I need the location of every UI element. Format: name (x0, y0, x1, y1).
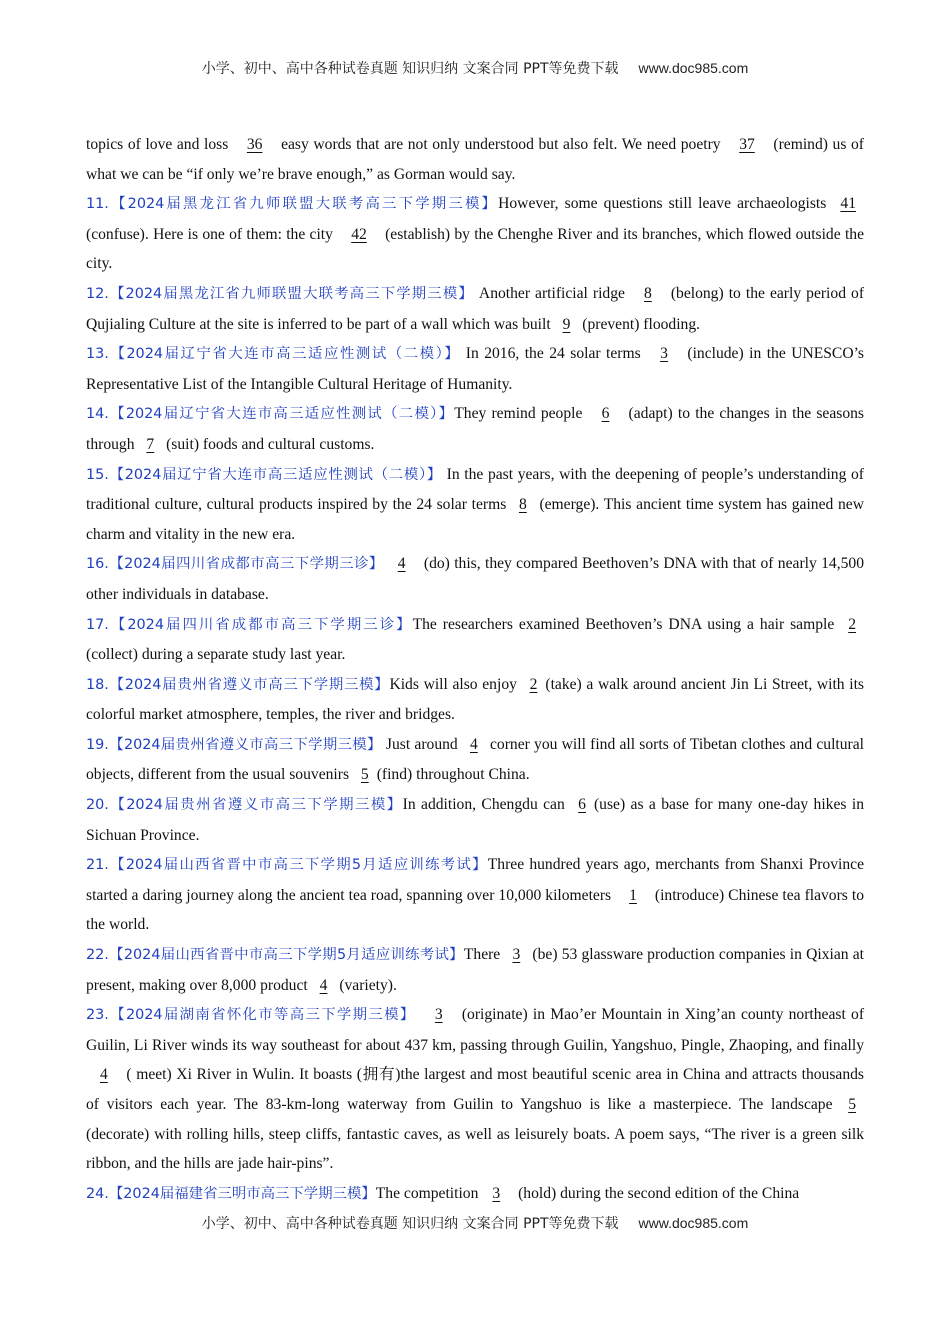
text-segment: (include) in the UNESCO’s Representative List of the Intangible Cultural Heritage of Humanity. (86, 345, 864, 393)
text-segment: The competition (375, 1184, 479, 1202)
document-body (86, 130, 864, 1209)
text-segment: Another artificial ridge (473, 284, 630, 302)
question-number: 17. (86, 616, 109, 633)
answer-blank: 2 (848, 615, 857, 633)
question-number: 19. (86, 736, 109, 753)
text-segment: However, some questions still leave archaeologists (498, 195, 833, 213)
answer-blank: 4 (100, 1066, 108, 1084)
question-source: 【2024届贵州省遵义市高三下学期三模】 (108, 736, 382, 753)
text-segment: They remind people (454, 405, 588, 423)
answer-blank: 3 (512, 946, 521, 964)
answer-blank: 1 (629, 886, 637, 904)
answer-blank: 4 (469, 735, 478, 753)
question-source: 【2024届四川省成都市高三下学期三诊】 (108, 616, 413, 633)
question-15 (86, 460, 864, 550)
header-url-link[interactable]: www.doc985.com (638, 60, 749, 76)
question-23 (86, 1000, 864, 1179)
question-22 (86, 940, 864, 1000)
answer-blank: 8 (518, 496, 527, 514)
question-18 (86, 670, 864, 730)
text-segment: (establish) by the Chenghe River and its branches, which flowed outside the city. (86, 225, 864, 273)
question-source: 【2024届黑龙江省九师联盟大联考高三下学期三模】 (108, 285, 474, 302)
answer-blank: 41 (840, 195, 856, 213)
answer-blank: 4 (319, 976, 328, 994)
answer-blank: 5 (848, 1096, 856, 1113)
question-number: 15. (86, 466, 109, 483)
question-source: 【2024届山西省晋中市高三下学期5月适应训练考试】 (108, 947, 464, 964)
text-segment: ( meet) Xi River in Wulin. It boasts (拥有)the largest and most beautiful scenic area in China and attracts thousands of visitors each year. The 83-km-long waterway from Guilin to Yangshuo is like a masterpiece. The landscape (86, 1066, 864, 1113)
continued-paragraph (86, 130, 864, 189)
answer-blank: 3 (434, 1006, 443, 1024)
question-21 (86, 850, 864, 940)
question-19 (86, 730, 864, 790)
answer-blank: 37 (739, 136, 755, 153)
text-segment: (confuse). Here is one of them: the city (86, 225, 338, 243)
text-segment: easy words that are not only understood but also felt. We need poetry (276, 136, 726, 153)
question-source: 【2024届湖南省怀化市等高三下学期三模】 (108, 1007, 416, 1024)
footer-url-link[interactable]: www.doc985.com (638, 1215, 749, 1231)
text-segment: There (463, 946, 505, 964)
page-header (0, 58, 950, 78)
question-12 (86, 279, 864, 339)
text-segment: (remind) us of what we can be “if only we’re brave enough,” as Gorman would say. (86, 136, 864, 183)
text-segment: (find) throughout China. (376, 766, 530, 784)
answer-blank: 6 (578, 796, 586, 814)
text-segment: (use) as a base for many one-day hikes in Sichuan Province. (86, 796, 864, 844)
answer-blank: 4 (397, 555, 406, 573)
text-segment: In the past years, with the deepening of people’s understanding of traditional culture, cultural products inspired by the 24 solar terms (86, 465, 864, 514)
question-source: 【2024届山西省晋中市高三下学期5月适应训练考试】 (108, 857, 488, 874)
text-segment: Just around (381, 735, 462, 753)
question-number: 14. (86, 406, 109, 423)
question-source: 【2024届黑龙江省九师联盟大联考高三下学期三模】 (108, 196, 499, 213)
question-16 (86, 549, 864, 609)
question-source: 【2024届辽宁省大连市高三适应性测试（二模）】 (108, 466, 443, 483)
text-segment: (adapt) to the changes in the seasons through (86, 405, 864, 453)
question-number: 16. (86, 556, 109, 573)
answer-blank: 3 (660, 345, 668, 363)
answer-blank: 5 (360, 766, 369, 784)
question-13 (86, 339, 864, 399)
text-segment: The researchers examined Beethoven’s DNA using a hair sample (412, 615, 841, 633)
text-segment: (belong) to the early period of Qujialing Culture at the site is inferred to be part of a wall which was built (86, 284, 865, 333)
question-source: 【2024届福建省三明市高三下学期三模】 (108, 1185, 376, 1202)
question-24 (86, 1179, 864, 1210)
answer-blank: 6 (601, 405, 610, 423)
text-segment: Three hundred years ago, merchants from Shanxi Province started a daring journey along the ancient tea road, spanning over 10,000 kilometers (86, 856, 864, 904)
question-14 (86, 399, 864, 459)
text-segment: (variety). (335, 976, 397, 994)
page-footer (0, 1213, 950, 1233)
question-11 (86, 189, 864, 279)
answer-blank: 36 (246, 136, 263, 153)
question-number: 21. (86, 857, 109, 874)
answer-blank: 3 (492, 1184, 501, 1202)
question-17 (86, 610, 864, 670)
question-source: 【2024届四川省成都市高三下学期三诊】 (108, 556, 384, 573)
text-segment: (suit) foods and cultural customs. (162, 435, 375, 453)
question-number: 24. (86, 1185, 109, 1202)
question-number: 22. (86, 947, 109, 964)
text-segment: (hold) during the second edition of the China (514, 1184, 800, 1202)
answer-blank: 9 (562, 315, 571, 333)
answer-blank: 2 (529, 675, 538, 693)
question-number: 11. (86, 196, 109, 213)
question-number: 23. (86, 1007, 109, 1024)
text-segment: (take) a walk around ancient Jin Li Street, with its colorful market atmosphere, temples, the river and bridges. (86, 675, 864, 724)
text-segment: (do) this, they compared Beethoven’s DNA with that of nearly 14,500 other individuals in database. (86, 555, 864, 603)
answer-blank: 42 (351, 225, 367, 243)
question-source: 【2024届贵州省遵义市高三下学期三模】 (108, 797, 403, 814)
answer-blank: 7 (146, 435, 155, 453)
text-segment: In addition, Chengdu can (402, 796, 571, 814)
header-text: 小学、初中、高中各种试卷真题 知识归纳 文案合同 PPT等免费下载 (201, 61, 619, 77)
text-segment: (be) 53 glassware production companies in Qixian at present, making over 8,000 product (86, 946, 865, 994)
text-segment: (prevent) flooding. (578, 315, 701, 333)
answer-blank: 8 (644, 284, 652, 302)
question-number: 18. (86, 676, 109, 693)
text-segment: (decorate) with rolling hills, steep cliffs, fantastic caves, as well as leisurely boats. A poem says, “The river is a green silk ribbon, and the hills are jade hair-pins”. (86, 1125, 864, 1173)
text-segment: (emerge). This ancient time system has gained new charm and vitality in the new era. (86, 496, 864, 543)
text-segment: corner you will find all sorts of Tibetan clothes and cultural objects, different from the usual souvenirs (86, 735, 865, 784)
footer-text: 小学、初中、高中各种试卷真题 知识归纳 文案合同 PPT等免费下载 (201, 1216, 619, 1232)
question-source: 【2024届贵州省遵义市高三下学期三模】 (108, 676, 390, 693)
question-source: 【2024届辽宁省大连市高三适应性测试（二模）】 (108, 346, 461, 363)
question-source: 【2024届辽宁省大连市高三适应性测试（二模）】 (108, 406, 455, 423)
question-number: 20. (86, 797, 109, 814)
text-segment: (introduce) Chinese tea flavors to the world. (86, 886, 864, 934)
text-segment: (originate) in Mao’er Mountain in Xing’an county northeast of Guilin, Li River winds its way southeast for about 437 km, passing through Guilin, Yangshuo, Pingle, Zhaoping, and finally (86, 1006, 865, 1054)
text-segment: Kids will also enjoy (389, 675, 522, 693)
question-number: 13. (86, 346, 109, 363)
text-segment: In 2016, the 24 solar terms (460, 345, 647, 363)
question-number: 12. (86, 285, 109, 302)
text-segment: topics of love and loss (86, 136, 233, 153)
text-segment: (collect) during a separate study last year. (86, 646, 346, 664)
question-20 (86, 790, 864, 850)
